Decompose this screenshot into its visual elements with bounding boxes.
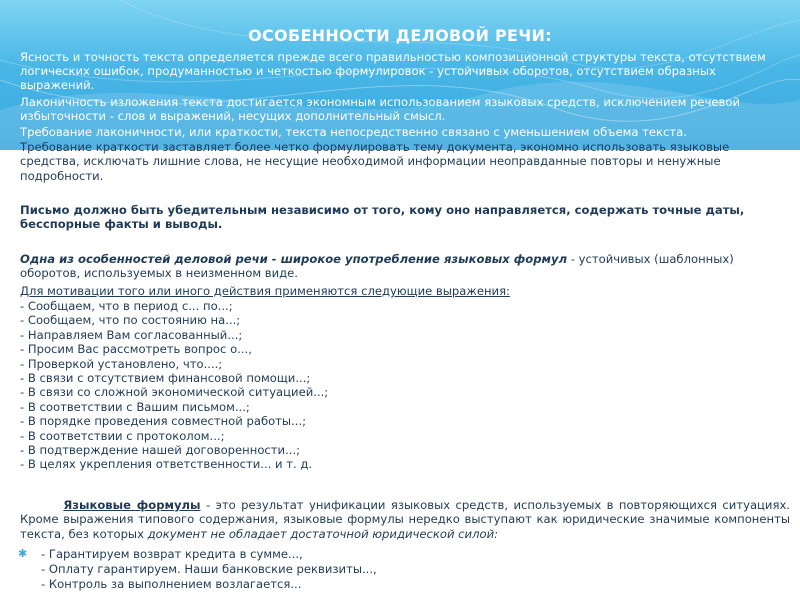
list-item: - Сообщаем, что по состоянию на...; xyxy=(20,313,241,328)
formulas-definition: - устойчивых (шаблонных) оборотов, используемых в неизменном виде. xyxy=(20,252,734,281)
list-item: - В соответствии с протоколом...; xyxy=(20,428,225,443)
list-item: - В связи с отсутствием финансовой помощи...; xyxy=(20,371,311,386)
term-definition: - это результат унификации языковых средств, используемых в повторяющихся ситуациях. Кроме выражения типового содержания, языковые формулы нередко выступают как юридические значимые компоненты текста, без которых xyxy=(20,498,790,541)
indent xyxy=(20,498,63,512)
examples-list xyxy=(41,547,377,592)
term-language-formulas: Языковые формулы xyxy=(63,498,201,512)
list-item: - Оплату гарантируем. Наши банковские реквизиты..., xyxy=(41,562,377,576)
page-title: ОСОБЕННОСТИ ДЕЛОВОЙ РЕЧИ: xyxy=(248,26,552,45)
paragraph-brevity-intro: Требование лаконичности, или краткости, текста непосредственно связано с уменьшением объема текста. xyxy=(20,125,687,139)
formulas-emphasis: Одна из особенностей деловой речи - широкое употребление языковых формул xyxy=(20,252,568,266)
paragraph-persuasive: Письмо должно быть убедительным независимо от того, кому оно направляется, содержать точные даты, бесспорные факты и выводы. xyxy=(20,203,745,232)
list-item: - Гарантируем возврат кредита в сумме..., xyxy=(41,547,303,561)
paragraph-formulas xyxy=(20,252,790,281)
list-item: - Просим Вас рассмотреть вопрос о..., xyxy=(20,342,252,357)
paragraph-clarity: Ясность и точность текста определяется прежде всего правильностью композиционной структуры текста, отсутствием логических ошибок, продуманностью и четкостью формулировок - устойчивых оборотов, отсутствием образных выражений. xyxy=(20,50,766,93)
list-item: - Контроль за выполнением возлагается... xyxy=(41,577,302,591)
list-item: - В целях укрепления ответственности... и т. д. xyxy=(20,457,313,472)
list-heading: Для мотивации того или иного действия применяются следующие выражения: xyxy=(20,284,510,298)
list-item: - В подтверждение нашей договоренности...; xyxy=(20,443,301,458)
paragraph-language-formulas xyxy=(20,498,790,541)
paragraph-conciseness: Лаконичность изложения текста достигается экономным использованием языковых средств, исключением речевой избыточности - слов и выражений, несущих дополнительный смысл. xyxy=(20,95,741,124)
list-item: - Сообщаем, что в период с... по...; xyxy=(20,299,233,313)
list-item: - В связи со сложной экономической ситуацией...; xyxy=(20,385,329,400)
list-item: - Направляем Вам согласованный...; xyxy=(20,327,243,342)
list-item: - В порядке проведения совместной работы...; xyxy=(20,414,307,429)
expressions-list xyxy=(20,299,328,472)
list-item: - Проверкой установлено, что....; xyxy=(20,356,223,371)
asterisk-bullet-icon: ✱ xyxy=(18,547,28,560)
paragraph-brevity: Требование краткости заставляет более четко формулировать тему документа, экономно использовать языковые средства, исключать лишние слова, не несущие необходимой информации неоправданные повторы и ненужные подробности. xyxy=(20,140,730,183)
legal-force-note: документ не обладает достаточной юридической силой: xyxy=(147,526,499,541)
list-item: - В соответствии с Вашим письмом...; xyxy=(20,399,250,414)
